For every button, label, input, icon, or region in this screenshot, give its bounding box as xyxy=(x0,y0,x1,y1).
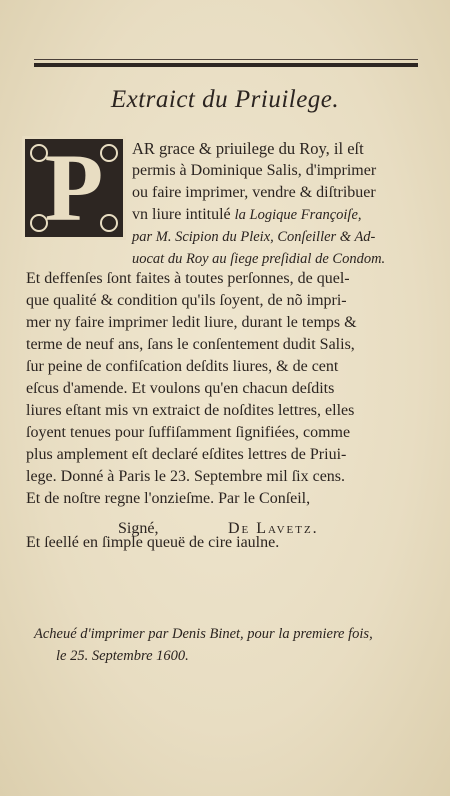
text-segment: vn liure intitulé xyxy=(132,206,231,223)
ornamental-drop-cap xyxy=(22,136,126,240)
text-line: plus amplement eſt declaré eſdites lettres de Priui- xyxy=(26,446,347,463)
text-line: terme de neuf ans, ſans le conſentement dudit Salis, xyxy=(26,336,355,353)
drop-cap-letter: P xyxy=(44,134,104,241)
text-line xyxy=(132,204,362,226)
text-line: que qualité & condition qu'ils ſoyent, de nõ impri- xyxy=(26,292,347,309)
text-line: permis à Dominique Salis, d'imprimer xyxy=(132,162,377,179)
seal-line: Et ſeellé en ſimple queuë de cire iaulne. xyxy=(26,534,280,551)
page-title: Extraict du Priuilege. xyxy=(110,86,340,113)
text-line: Et de noſtre regne l'onzieſme. Par le Conſeil, xyxy=(26,490,311,507)
text-line: ſoyent tenues pour ſuffiſamment ſignifiées, comme xyxy=(26,424,351,441)
book-title-italic: la Logique Françoiſe, xyxy=(234,207,362,223)
header-rule xyxy=(34,63,418,67)
author-line-italic: par M. Scipion du Pleix, Conſeiller & Ad- xyxy=(132,229,376,245)
text-line: mer ny faire imprimer ledit liure, durant le temps & xyxy=(26,314,357,331)
text-line: eſcus d'amende. Et voulons qu'en chacun deſdits xyxy=(26,380,335,397)
text-line: lege. Donné à Paris le 23. Septembre mil ſix cens. xyxy=(26,468,346,485)
text-line: liures eſtant mis vn extraict de noſdites lettres, elles xyxy=(26,402,355,419)
text-line: ſur peine de confiſcation deſdits liures, & de cent xyxy=(26,358,339,375)
text-line: AR grace & priuilege du Roy, il eſt xyxy=(132,139,364,158)
text-line: ou faire imprimer, vendre & diſtribuer xyxy=(132,184,376,201)
colophon-line: Acheué d'imprimer par Denis Binet, pour la premiere fois, xyxy=(34,626,373,642)
author-line-italic: uocat du Roy au ſiege preſidial de Condom. xyxy=(132,251,386,267)
signature-label: Signé, xyxy=(118,520,159,537)
colophon-line: le 25. Septembre 1600. xyxy=(56,648,189,664)
text-line: Et deffenſes ſont faites à toutes perſonnes, de quel- xyxy=(26,270,350,287)
signature-name: De Lavetz. xyxy=(228,520,319,537)
